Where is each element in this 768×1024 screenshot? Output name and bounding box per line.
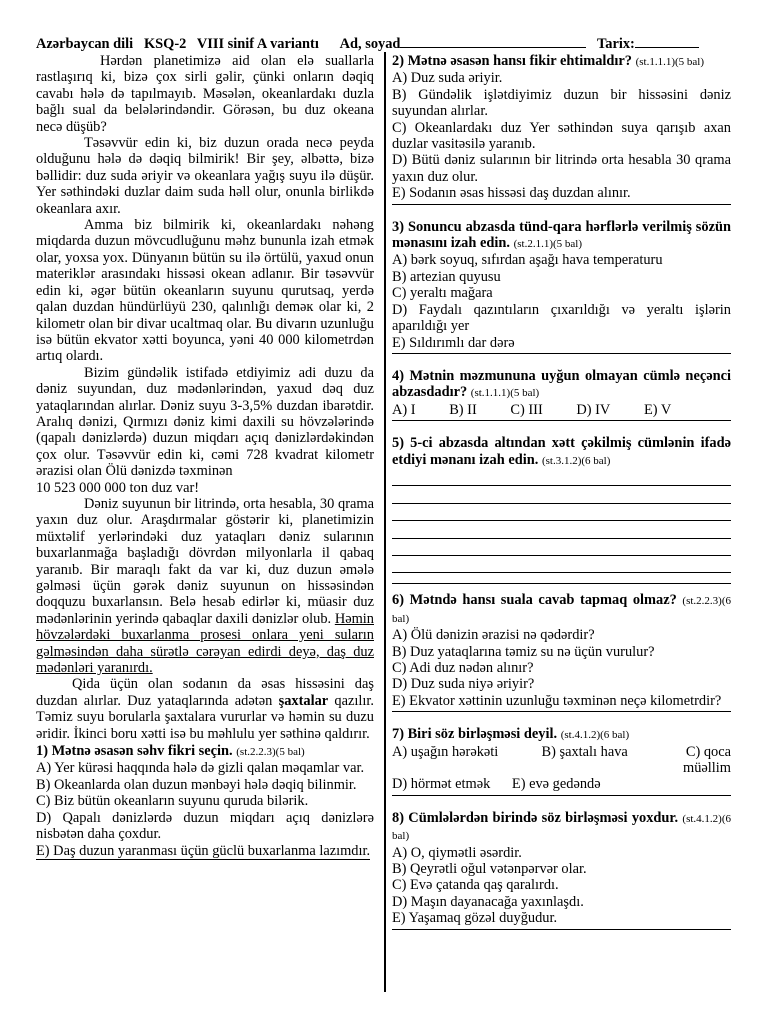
question-8-option-e[interactable]: E) Yaşamaq gözəl duyğudur. — [392, 910, 558, 927]
paragraph-5 — [36, 496, 374, 676]
question-7-option-e[interactable]: E) evə gedəndə — [511, 776, 601, 793]
question-8-option-a[interactable]: A) O, qiymətli əsərdir. — [392, 844, 522, 861]
question-1-option-c[interactable]: C) Biz bütün okeanların suyunu quruda bilərik. — [36, 793, 309, 810]
column-divider — [384, 52, 386, 992]
question-2-option-c[interactable]: C) Okeanlardakı duz Yer səthindən suya qarışıb axan duzlar vasitəsilə yaranıb. — [392, 119, 731, 153]
paragraph-4-number: 10 523 000 000 ton duz var! — [36, 479, 200, 496]
answer-line[interactable] — [392, 556, 731, 573]
variant: A variantı — [256, 36, 319, 52]
question-5 — [392, 435, 731, 584]
question-3 — [392, 219, 731, 354]
question-4-options — [392, 402, 731, 418]
question-2-title: 2) Mətnə əsasən hansı fikir ehtimaldır? — [392, 53, 632, 69]
underlined-sentence: Həmin hövzələrdəki buxarlanma prosesi onlara yeni suların gəlməsindən daha sürətlə cərəyan edirdi deyə, daş duz mədənləri yaranırdı. — [36, 610, 374, 677]
question-1-option-a[interactable]: A) Yer kürəsi haqqında hələ də gizli qalan məqamlar var. — [36, 760, 365, 777]
question-2-option-b[interactable]: B) Gündəlik işlətdiyimiz duzun bir hissəsini dəniz suyundan alırlar. — [392, 86, 731, 120]
answer-line[interactable] — [392, 486, 731, 503]
question-6-title: 6) Mətndə hansı suala cavab tapmaq olmaz? — [392, 592, 677, 609]
question-4-option-b[interactable]: B) II — [449, 401, 477, 418]
question-3-title: 3) Sonuncu abzasda tünd-qara hərflərlə verilmiş sözün mənasını izah edin. — [392, 218, 731, 252]
question-1-option-d[interactable]: D) Qapalı dənizlərdə duzun miqdarı açıq dənizlərə nisbətən daha çoxdur. — [36, 809, 374, 843]
paragraph-6-text-a: Qida üçün olan sodanın da əsas hissəsini daş duzdan alırlar. Duz yataqlarında adətən — [36, 676, 374, 709]
question-6-standard: (st.2.2.3)(6 bal) — [392, 595, 731, 625]
question-7-title: 7) Biri söz birləşməsi deyil. — [392, 726, 558, 743]
question-6-option-c[interactable]: C) Adi duz nədən alınır? — [392, 659, 534, 676]
question-8-option-d[interactable]: D) Maşın dayanacağa yaxınlaşdı. — [392, 893, 584, 910]
question-6-option-e[interactable]: E) Ekvator xəttinin uzunluğu təxminən neçə kilometrdir? — [392, 692, 722, 709]
question-1-option-e[interactable]: E) Daş duzun yaranması üçün güclü buxarlanma lazımdır. — [36, 842, 371, 859]
worksheet-header — [36, 36, 736, 52]
question-1-option-b[interactable]: B) Okeanlarda olan duzun mənbəyi hələ dəqiq bilinmir. — [36, 776, 357, 793]
paragraph-3: Amma biz bilmirik ki, okeanlardakı nəhəng miqdarda duzun mövcudluğunu məhz bununla izah etmək olar, yoxsa yox. Dünyanın bütün su ilə örtülü, yaxud onun materiklər arasındakı hissəsi okean adlanır. Bir təsəvvür edin ki, əgər bütün okeanların suyunu qurutsaq, yerdə qalan duzdan hündürlüyü 230, qalınlığı deməк olar ki, 2 kilometr olan bir divar ucaltmaq olar. Bu divarın uzunluğu isə bütün ekvator xətti boyunca, yəni 40 000 kilometrdən artıq olardı. — [36, 217, 374, 365]
question-1-title: 1) Mətnə əsasən səhv fikri seçin. — [36, 743, 233, 760]
question-5-standard: (st.3.1.2)(6 bal) — [541, 454, 611, 467]
paragraph-1: Hərdən planetimizə aid olan elə suallarla rastlaşırıq ki, bizə çox sirli gəlir, çünki onların dəqiq cavabı hələ də tapılmayıb. Məsələn, okeanlardakı duzla bağlı sual da belələrindəndir. Görəsən, bu duz okeana necə düşüb? — [36, 53, 374, 135]
paragraph-2: Təsəvvür edin ki, biz duzun orada necə peyda olduğunu hələ də dəqiq bilmirik! Bir şey, əlbəttə, bizə bəllidir: duz suda əriyir və okeanlara yağış suyu ilə düşür. Yer səthindəki duzlar daim suda həll olur, onunla birlikdə okeanlara axır. — [36, 135, 374, 217]
question-3-standard: (st.2.1.1)(5 bal) — [513, 238, 582, 251]
answer-line[interactable] — [392, 504, 731, 521]
question-8 — [392, 810, 731, 930]
subject: Azərbaycan dili — [36, 36, 134, 52]
date-label: Tarix: — [596, 36, 635, 52]
question-3-option-b[interactable]: B) artezian quyusu — [392, 268, 501, 285]
question-7-option-d[interactable]: D) hörmət etmək — [392, 776, 491, 793]
question-7 — [392, 726, 731, 796]
question-4 — [392, 368, 731, 421]
question-7-row-2 — [392, 776, 731, 792]
question-3-option-c[interactable]: C) yeraltı mağara — [392, 285, 493, 302]
question-2-option-d[interactable]: D) Bütü dəniz sularının bir litrində orta hesabla 30 qrama yaxın duz olur. — [392, 152, 731, 185]
answer-line[interactable] — [392, 539, 731, 556]
question-7-row-1 — [392, 744, 731, 777]
bold-word: şaxtalar — [278, 692, 329, 709]
question-7-option-c[interactable]: C) qoca müəllim — [683, 743, 731, 776]
question-4-standard: (st.1.1.1)(5 bal) — [470, 387, 540, 400]
answer-line[interactable] — [392, 521, 731, 538]
separator-line — [392, 929, 731, 930]
questions-column — [392, 53, 731, 930]
question-7-option-a[interactable]: A) uşağın hərəkəti — [392, 743, 499, 760]
name-label: Ad, soyad — [339, 36, 401, 52]
question-4-option-c[interactable]: C) III — [510, 401, 543, 418]
paragraph-6 — [36, 676, 374, 742]
question-8-option-c[interactable]: C) Evə çatanda qaş qaralırdı. — [392, 877, 559, 894]
question-4-option-e[interactable]: E) V — [643, 401, 672, 418]
question-6-option-d[interactable]: D) Duz suda niyə əriyir? — [392, 676, 535, 693]
question-3-option-a[interactable]: A) bərk soyuq, sıfırdan aşağı hava temperaturu — [392, 252, 663, 269]
answer-line[interactable] — [392, 573, 731, 584]
question-2-standard: (st.1.1.1)(5 bal) — [635, 56, 705, 68]
question-1-standard: (st.2.2.3)(5 bal) — [236, 746, 305, 759]
question-6-option-b[interactable]: B) Duz yataqlarına təmiz su nə üçün vurulur? — [392, 643, 655, 660]
grade: VIII sinif — [196, 36, 255, 52]
question-2 — [392, 53, 731, 205]
question-8-title: 8) Cümlələrdən birində söz birləşməsi yoxdur. — [392, 809, 679, 826]
question-4-option-a[interactable]: A) I — [392, 401, 416, 418]
answer-line[interactable] — [392, 469, 731, 486]
question-2-option-e[interactable]: E) Sodanın əsas hissəsi daş duzdan alınır. — [392, 185, 631, 202]
paragraph-5-text: Dəniz suyunun bir litrində, orta hesabla, 30 qrama yaxın duz olur. Araşdırmalar göstərir ki, planetimizin müxtəlif yerlərindəki duz yataqları dəniz sularının buxarlanmağa başladığı dövrdən milyonlarla il qabaq yaranıb. Bir maraqlı fakt da var ki, duz duzun əmələ gəlməsi üçün gərək dəniz suyunun on hissəsindən doqquzu buxarlansın. Belə hesab edirlər ki, müasir duz mədənlərinin yerində qabaqlar daxili dənizlər olub. — [36, 495, 374, 627]
question-1 — [36, 743, 374, 860]
question-3-option-d[interactable]: D) Faydalı qazıntıların çıxarıldığı və yeraltı işlərin aparıldığı yer — [392, 301, 731, 335]
date-field[interactable] — [635, 36, 699, 48]
question-8-option-b[interactable]: B) Qeyrətli oğul vətənpərvər olar. — [392, 860, 587, 877]
question-2-option-a[interactable]: A) Duz suda əriyir. — [392, 70, 503, 87]
question-4-option-d[interactable]: D) IV — [576, 401, 611, 418]
reading-column — [36, 53, 374, 860]
question-7-standard: (st.4.1.2)(6 bal) — [560, 729, 630, 742]
paragraph-4: Bizim gündəlik istifadə etdiyimiz adi duzu da dəniz suyundan, duz mədənlərindən, yaxud dəq duz yataqlarından alırlar. Dəniz suyu 3-3,5% duzdan ibarətdir. Aralıq dənizi, Qırmızı dəniz kimi daxili su hövzələrində (qapalı dənizlərdə) duzun miqdarı açıq dənizlərdəkindən çox olur. Təsəvvür edin ki, cəmi 728 kvadrat kilometr ərazisi olan Ölü dənizdə təxminən — [36, 364, 374, 480]
test-code: KSQ-2 — [143, 36, 187, 52]
paragraph-6-text-b: qazılır. Təmiz suyu borularla şaxtalara vururlar və həmin su duzu əridir. İkinci boru xətti isə bu məhlulu yer səthinə qaldırır. — [36, 692, 374, 742]
question-6-option-a[interactable]: A) Ölü dənizin ərazisi nə qədərdir? — [392, 627, 595, 644]
name-field[interactable] — [400, 36, 586, 48]
question-3-option-e[interactable]: E) Sıldırımlı dar dərə — [392, 334, 515, 351]
question-5-title: 5) 5-ci abzasda altından xətt çəkilmiş cümlənin ifadə etdiyi mənanı izah edin. — [392, 435, 731, 468]
question-4-title: 4) Mətnin məzmununa uyğun olmayan cümlə neçənci abzasdadır? — [392, 367, 731, 401]
question-6 — [392, 592, 731, 712]
question-8-standard: (st.4.1.2)(6 bal) — [392, 812, 731, 843]
question-7-option-b[interactable]: B) şaxtalı hava — [541, 743, 628, 760]
